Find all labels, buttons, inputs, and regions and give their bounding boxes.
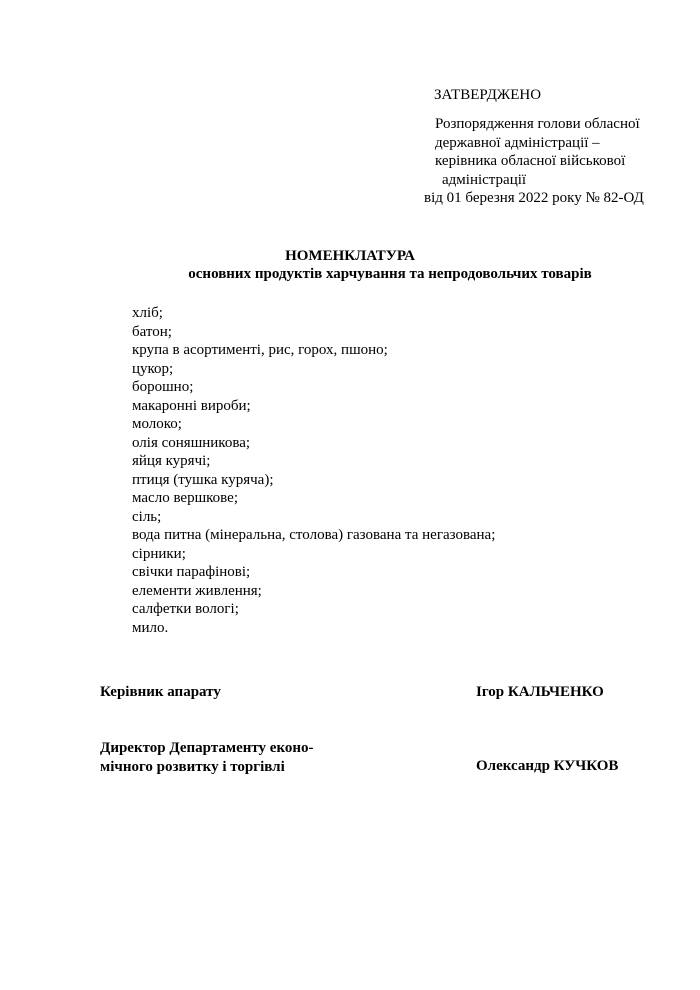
list-item: батон; [132, 323, 172, 340]
approval-line: державної адміністрації – [435, 134, 600, 151]
list-item: крупа в асортименті, рис, горох, пшоно; [132, 342, 388, 358]
list-item: сірники; [132, 545, 186, 562]
approval-stamp: ЗАТВЕРДЖЕНО [434, 87, 542, 103]
list-item: яйця курячі; [132, 453, 211, 469]
list-item: олія соняшникова; [132, 434, 251, 451]
list-item: масло вершкове; [132, 490, 238, 506]
document-subtitle: основних продуктів харчування та непродовольчих товарів [188, 266, 592, 282]
list-item: вода питна (мінеральна, столова) газована та негазована; [132, 527, 496, 543]
signature-position-line: Керівник апарату [100, 684, 221, 700]
signature-position [100, 739, 314, 776]
approval-line: адміністрації [442, 171, 527, 188]
approval-block [424, 115, 684, 208]
approval-line: керівника обласної військової [435, 153, 626, 169]
list-item: свічки парафінові; [132, 564, 251, 580]
approval-line: Розпорядження голови обласної [435, 116, 640, 132]
list-item: птиця (тушка куряча); [132, 471, 274, 488]
list-item: салфетки вологі; [132, 601, 239, 617]
list-item: хліб; [132, 305, 163, 321]
signature-name: Олександр КУЧКОВ [476, 758, 619, 774]
list-item: борошно; [132, 379, 194, 395]
approval-date-line: від 01 березня 2022 року № 82-ОД [424, 190, 644, 206]
list-item: макаронні вироби; [132, 397, 251, 414]
document-title: НОМЕНКЛАТУРА [285, 248, 415, 264]
list-item: мило. [132, 619, 169, 636]
signature-name: Ігор КАЛЬЧЕНКО [476, 684, 604, 700]
list-item: цукор; [132, 360, 174, 377]
list-item: сіль; [132, 508, 162, 525]
list-item: молоко; [132, 416, 182, 432]
list-item: елементи живлення; [132, 582, 262, 599]
signature-position-line: мічного розвитку і торгівлі [100, 758, 285, 775]
items-list [132, 304, 495, 637]
signature-position-line: Директор Департаменту еконо- [100, 740, 314, 756]
signature-position [100, 683, 221, 702]
